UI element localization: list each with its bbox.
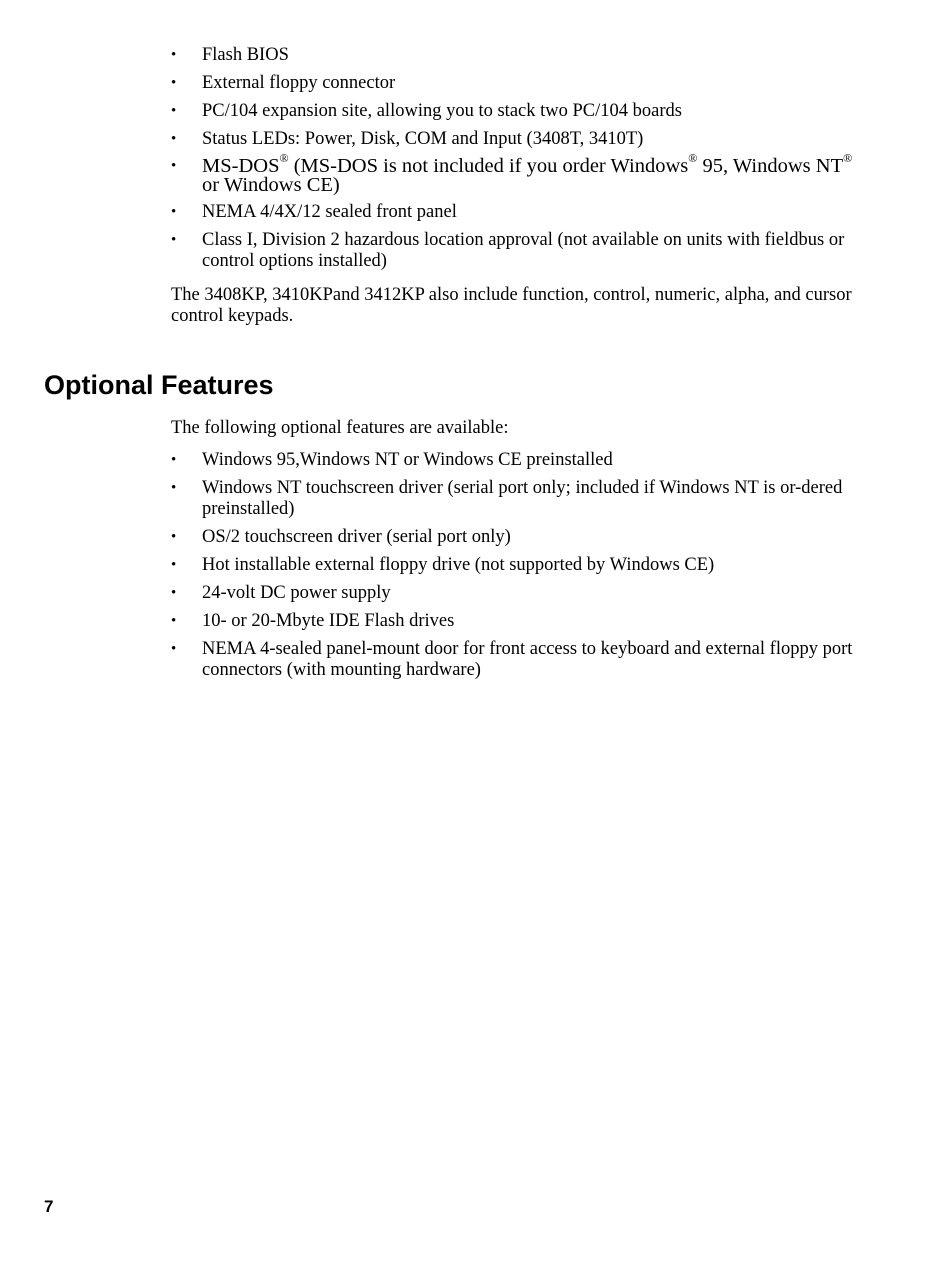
registered-mark: ® xyxy=(843,151,853,166)
bullet: • xyxy=(171,529,177,545)
bullet: • xyxy=(171,557,177,573)
bullet: • xyxy=(171,131,177,147)
list-item xyxy=(171,45,871,66)
list-item xyxy=(171,555,871,576)
list-item-text: External floppy connector xyxy=(202,73,396,93)
list-item xyxy=(171,101,871,122)
bullet: • xyxy=(171,641,177,657)
list-item xyxy=(171,583,871,604)
bullet: • xyxy=(171,75,177,91)
registered-mark: ® xyxy=(279,151,289,166)
list-item-text: 24-volt DC power supply xyxy=(202,583,391,603)
list-item-text: Hot installable external floppy drive (not supported by Windows CE) xyxy=(202,555,715,575)
list-item xyxy=(171,73,871,94)
list-item-text: OS/2 touchscreen driver (serial port only) xyxy=(202,527,511,547)
bullet: • xyxy=(171,103,177,119)
keypads-paragraph: The 3408KP, 3410KPand 3412KP also include function, control, numeric, alpha, and cursor control keypads. xyxy=(171,285,852,326)
msdos-text: MS-DOS xyxy=(202,155,280,177)
registered-mark: ® xyxy=(688,151,698,166)
list-item-text: Status LEDs: Power, Disk, COM and Input (3408T, 3410T) xyxy=(202,129,644,149)
bullet: • xyxy=(171,585,177,601)
bullet: • xyxy=(171,47,177,63)
standard-features-list xyxy=(171,45,871,279)
page-number: 7 xyxy=(44,1197,54,1216)
list-item xyxy=(171,450,871,471)
list-item-text: NEMA 4-sealed panel-mount door for front access to keyboard and external floppy port connectors (with mounting hardware) xyxy=(202,639,853,680)
list-item xyxy=(171,129,871,150)
list-item-text: Windows NT touchscreen driver (serial port only; included if Windows NT is or-dered preinstalled) xyxy=(202,478,843,519)
list-item xyxy=(171,527,871,548)
list-item xyxy=(171,611,871,632)
msdos-text: or Windows CE) xyxy=(202,174,340,196)
list-item-text: 10- or 20-Mbyte IDE Flash drives xyxy=(202,611,455,631)
list-item-text: Flash BIOS xyxy=(202,45,289,65)
bullet: • xyxy=(171,480,177,496)
msdos-text: 95, Windows NT xyxy=(697,155,844,177)
list-item xyxy=(171,202,871,223)
bullet: • xyxy=(171,232,177,248)
list-item-text: Class I, Division 2 hazardous location approval (not available on units with fieldbus or control options installed) xyxy=(202,230,845,271)
bullet: • xyxy=(171,204,177,220)
optional-features-list xyxy=(171,450,871,688)
list-item-text: NEMA 4/4X/12 sealed front panel xyxy=(202,202,457,222)
list-item xyxy=(171,230,871,272)
bullet: • xyxy=(171,613,177,629)
section-heading: Optional Features xyxy=(44,370,274,400)
bullet: • xyxy=(171,452,177,468)
list-item xyxy=(171,478,871,520)
bullet: • xyxy=(171,158,177,174)
list-item xyxy=(171,639,871,681)
msdos-text: (MS-DOS is not included if you order Windows xyxy=(288,155,689,177)
list-item-text: PC/104 expansion site, allowing you to stack two PC/104 boards xyxy=(202,101,682,121)
section-intro: The following optional features are available: xyxy=(171,418,509,438)
list-item-msdos xyxy=(171,151,871,196)
list-item-text: Windows 95,Windows NT or Windows CE preinstalled xyxy=(202,450,613,470)
